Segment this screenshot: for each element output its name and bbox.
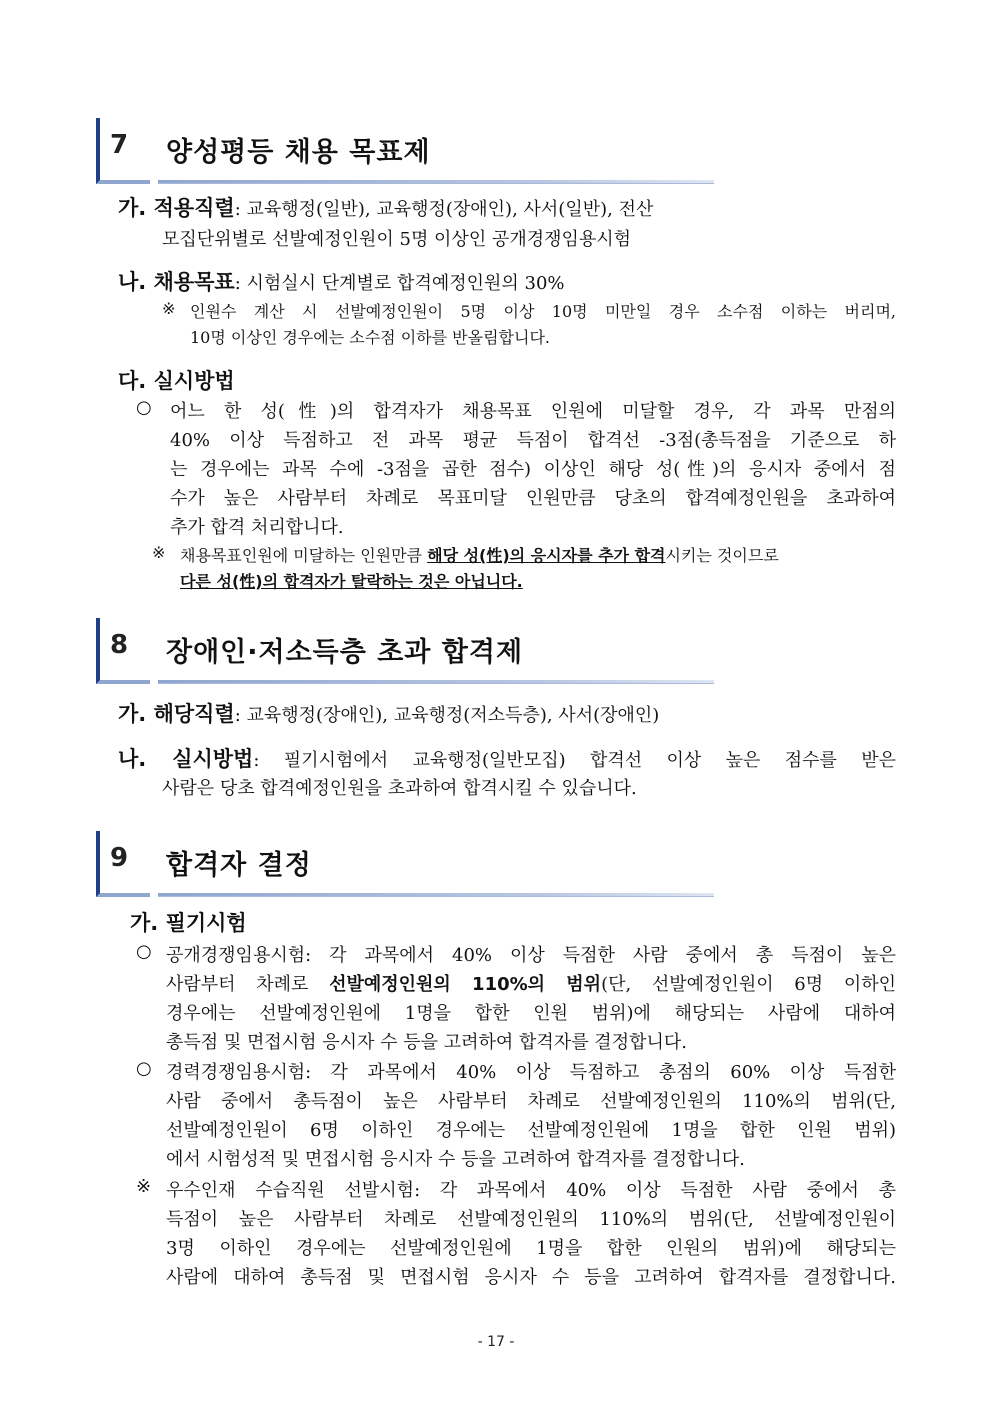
section-header-9 bbox=[96, 831, 716, 901]
item-label: 가. 적용직렬 bbox=[118, 196, 235, 220]
item-text-continued: 사람은 당초 합격예정인원을 초과하여 합격시킬 수 있습니다. bbox=[162, 778, 637, 799]
note-text: 10명 이상인 경우에는 소수점 이하를 반올림합니다. bbox=[190, 328, 550, 347]
paragraph-line: 총득점 및 면접시험 응시자 수 등을 고려하여 합격자를 결정합니다. bbox=[166, 1032, 687, 1053]
paragraph-line bbox=[166, 970, 896, 996]
paragraph-emphasis: 선발예정인원의 110%의 범위 bbox=[329, 974, 602, 995]
paragraph-line: 득점이 높은 사람부터 차례로 선발예정인원의 110%의 범위(단, 선발예정인원이 bbox=[166, 1209, 896, 1230]
paragraph-line: 40% 이상 득점하고 전 과목 평균 득점이 합격선 -3점(총득점을 기준으로 하 bbox=[170, 430, 896, 451]
section-header-8 bbox=[96, 618, 716, 688]
item-label: 가. 필기시험 bbox=[130, 911, 247, 935]
section-rule bbox=[158, 680, 714, 684]
item-label: 다. 실시방법 bbox=[118, 369, 235, 393]
item-na bbox=[118, 266, 565, 296]
paragraph-line: 경우에는 선발예정인원에 1명을 합한 인원 범위)에 해당되는 사람에 대하여 bbox=[166, 1003, 896, 1024]
section-number: 7 bbox=[110, 130, 129, 160]
section-rule bbox=[158, 893, 714, 897]
item-text: : 시험실시 단계별로 합격예정인원의 30% bbox=[234, 273, 565, 294]
item-text: : 교육행정(장애인), 교육행정(저소득층), 사서(장애인) bbox=[234, 705, 660, 726]
section-number: 9 bbox=[110, 843, 129, 873]
note-text: 시키는 것이므로 bbox=[665, 546, 779, 565]
section-rule bbox=[158, 180, 714, 184]
paragraph-line: 사람에 대하여 총득점 및 면접시험 응시자 수 등을 고려하여 합격자를 결정합니다. bbox=[166, 1267, 896, 1288]
paragraph-line: 어느 한 성(性)의 합격자가 채용목표 인원에 미달할 경우, 각 과목 만점의 bbox=[170, 401, 896, 422]
item-label: 나. 실시방법 bbox=[118, 747, 254, 771]
note-emphasis: 다른 성(性)의 합격자가 탈락하는 것은 아닙니다. bbox=[180, 572, 523, 591]
bullet-circle: ○ bbox=[136, 941, 152, 962]
paragraph-line: 에서 시험성적 및 면접시험 응시자 수 등을 고려하여 합격자를 결정합니다. bbox=[166, 1149, 745, 1170]
section-title: 장애인·저소득층 초과 합격제 bbox=[166, 637, 524, 668]
paragraph-line: 는 경우에는 과목 수에 -3점을 곱한 점수) 이상인 해당 성(性)의 응시자 중에서 점 bbox=[170, 459, 896, 480]
item-label: 가. 해당직렬 bbox=[118, 702, 235, 726]
item-text: : 교육행정(일반), 교육행정(장애인), 사서(일반), 전산 bbox=[234, 199, 654, 220]
item-ga bbox=[118, 192, 653, 222]
paragraph-text: 사람부터 차례로 bbox=[166, 974, 330, 995]
section-number: 8 bbox=[110, 630, 129, 660]
note-emphasis: 해당 성(性)의 응시자를 추가 합격 bbox=[427, 546, 666, 565]
note-text: 인원수 계산 시 선발예정인원이 5명 이상 10명 미만일 경우 소수점 이하는 버리며, bbox=[190, 302, 896, 321]
paragraph-text: (단, 선발예정인원이 6명 이하인 bbox=[601, 974, 896, 995]
paragraph-line: 우수인재 수습직원 선발시험: 각 과목에서 40% 이상 득점한 사람 중에서 총 bbox=[166, 1180, 896, 1201]
paragraph-line: 경력경쟁임용시험: 각 과목에서 40% 이상 득점하고 총점의 60% 이상 득점한 bbox=[166, 1062, 896, 1083]
paragraph-line: 3명 이하인 경우에는 선발예정인원에 1명을 합한 인원의 범위)에 해당되는 bbox=[166, 1238, 896, 1259]
bullet-circle: ○ bbox=[136, 397, 152, 418]
paragraph-line: 수가 높은 사람부터 차례로 목표미달 인원만큼 당초의 합격예정인원을 초과하여 bbox=[170, 488, 896, 509]
item-na bbox=[118, 743, 896, 773]
section-title: 양성평등 채용 목표제 bbox=[166, 137, 431, 168]
bullet-circle: ○ bbox=[136, 1058, 152, 1079]
item-text: : 필기시험에서 교육행정(일반모집) 합격선 이상 높은 점수를 받은 bbox=[253, 750, 897, 771]
section-title: 합격자 결정 bbox=[166, 850, 312, 881]
paragraph-line: 공개경쟁임용시험: 각 과목에서 40% 이상 득점한 사람 중에서 총 득점이 높은 bbox=[166, 945, 896, 966]
item-text-continued: 모집단위별로 선발예정인원이 5명 이상인 공개경쟁임용시험 bbox=[162, 229, 632, 250]
page-number: - 17 - bbox=[477, 1334, 515, 1350]
note-mark: ※ bbox=[162, 299, 176, 318]
paragraph-line: 사람 중에서 총득점이 높은 사람부터 차례로 선발예정인원의 110%의 범위(단, bbox=[166, 1091, 896, 1112]
note-mark: ※ bbox=[152, 543, 166, 562]
paragraph-line: 선발예정인원이 6명 이하인 경우에는 선발예정인원에 1명을 합한 인원 범위) bbox=[166, 1120, 896, 1141]
note-mark: ※ bbox=[136, 1176, 152, 1197]
paragraph-line: 추가 합격 처리합니다. bbox=[170, 517, 344, 538]
section-header-7 bbox=[96, 118, 716, 188]
item-ga bbox=[118, 698, 659, 728]
note-line bbox=[180, 543, 779, 566]
item-label: 나. 채용목표 bbox=[118, 270, 235, 294]
note-text: 채용목표인원에 미달하는 인원만큼 bbox=[180, 546, 428, 565]
